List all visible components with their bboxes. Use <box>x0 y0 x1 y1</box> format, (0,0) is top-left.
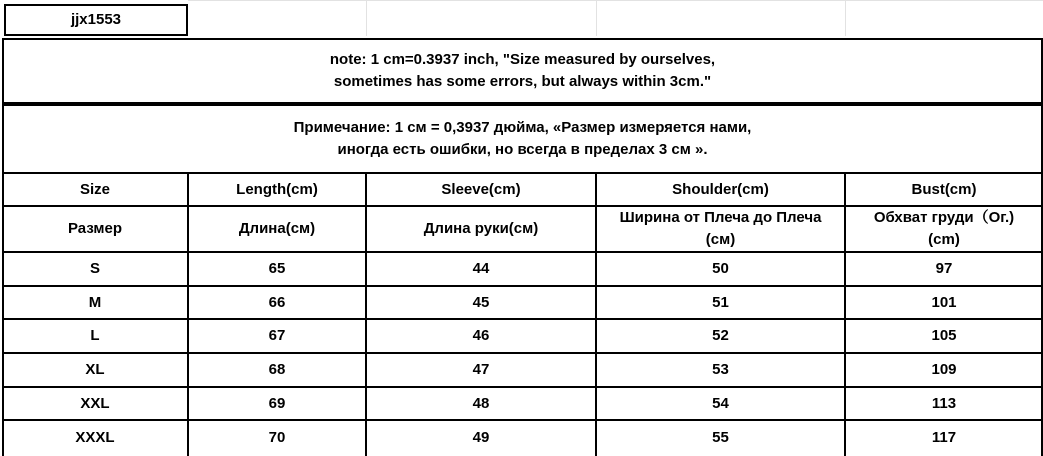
header-ru-size-text: Размер <box>67 220 123 237</box>
row-xxxl-size-text: XXXL <box>75 429 115 446</box>
note-english-cell[interactable] <box>2 38 1043 104</box>
row-l-sleeve-text: 46 <box>472 327 490 344</box>
column-divider <box>595 174 597 456</box>
row-divider <box>2 318 1043 320</box>
gridline <box>366 0 367 36</box>
row-xxxl-shoulder[interactable] <box>596 420 845 456</box>
row-xxl-size-text: XXL <box>80 394 110 412</box>
row-s-bust-text: 97 <box>935 260 953 277</box>
row-xl-bust[interactable] <box>845 353 1043 387</box>
row-m-length-text: 66 <box>268 293 286 311</box>
row-divider <box>2 251 1043 253</box>
header-ru-sleeve-text: Длина руки(см) <box>423 220 539 237</box>
row-l-size[interactable] <box>2 319 188 353</box>
row-xxl-shoulder[interactable] <box>596 387 845 420</box>
header-en-size-text: Size <box>79 181 110 198</box>
row-xl-bust-text: 109 <box>931 361 957 378</box>
row-m-shoulder[interactable] <box>596 286 845 319</box>
row-xxxl-length-text: 70 <box>268 429 286 446</box>
row-l-sleeve[interactable] <box>366 319 596 353</box>
header-en-length-text: Length(cm) <box>236 181 318 198</box>
column-divider <box>844 174 846 456</box>
row-divider <box>2 205 1043 207</box>
row-l-shoulder-text: 52 <box>712 327 729 344</box>
row-m-sleeve-text: 45 <box>472 293 490 311</box>
row-s-shoulder[interactable] <box>596 252 845 286</box>
row-divider <box>2 352 1043 354</box>
row-xl-sleeve-text: 47 <box>472 361 490 378</box>
row-s-shoulder-text: 50 <box>712 260 729 277</box>
row-l-length[interactable] <box>188 319 366 353</box>
row-l-size-text: L <box>90 327 100 344</box>
note-english-text: note: 1 cm=0.3937 inch, "Size measured by ourselves, sometimes has some errors, but always within 3cm." <box>329 51 716 90</box>
row-xl-length[interactable] <box>188 353 366 387</box>
header-en-shoulder[interactable] <box>596 174 845 206</box>
sku-cell[interactable] <box>4 4 188 36</box>
row-l-length-text: 67 <box>268 327 286 344</box>
row-xxxl-sleeve-text: 49 <box>472 429 490 446</box>
header-ru-length[interactable] <box>188 206 366 252</box>
note-russian-text: Примечание: 1 см = 0,3937 дюйма, «Размер измеряется нами, иногда есть ошибки, но всегда в пределах 3 см ». <box>293 119 752 158</box>
row-m-size[interactable] <box>2 286 188 319</box>
row-xl-size-text: XL <box>85 361 105 378</box>
row-xxl-size[interactable] <box>2 387 188 420</box>
row-xl-shoulder-text: 53 <box>712 361 729 378</box>
header-ru-shoulder-text: Ширина от Плеча до Плеча (см) <box>619 209 822 248</box>
header-en-sleeve-text: Sleeve(cm) <box>441 181 521 198</box>
row-l-bust-text: 105 <box>931 327 957 344</box>
row-m-sleeve[interactable] <box>366 286 596 319</box>
row-xxl-sleeve-text: 48 <box>472 394 490 412</box>
header-ru-bust[interactable] <box>845 206 1043 252</box>
row-m-bust[interactable] <box>845 286 1043 319</box>
row-divider <box>2 419 1043 421</box>
header-en-size[interactable] <box>2 174 188 206</box>
column-divider <box>365 174 367 456</box>
row-s-length-text: 65 <box>268 260 286 277</box>
row-s-sleeve[interactable] <box>366 252 596 286</box>
note-russian-cell[interactable] <box>2 104 1043 174</box>
sku-text: jjx1553 <box>70 11 122 28</box>
row-xxl-length[interactable] <box>188 387 366 420</box>
row-l-shoulder[interactable] <box>596 319 845 353</box>
row-s-length[interactable] <box>188 252 366 286</box>
row-divider <box>2 386 1043 388</box>
row-divider <box>2 285 1043 287</box>
row-m-shoulder-text: 51 <box>712 293 729 311</box>
row-xxxl-bust-text: 117 <box>931 429 957 446</box>
header-en-length[interactable] <box>188 174 366 206</box>
row-xl-length-text: 68 <box>268 361 286 378</box>
header-ru-shoulder[interactable] <box>596 206 845 252</box>
row-s-size[interactable] <box>2 252 188 286</box>
header-ru-size[interactable] <box>2 206 188 252</box>
header-ru-sleeve[interactable] <box>366 206 596 252</box>
header-en-shoulder-text: Shoulder(cm) <box>672 181 769 198</box>
gridline <box>845 0 846 36</box>
row-xxl-bust-text: 113 <box>931 394 957 412</box>
row-xxxl-shoulder-text: 55 <box>712 429 729 446</box>
header-ru-length-text: Длина(см) <box>238 220 316 237</box>
row-xxl-bust[interactable] <box>845 387 1043 420</box>
row-xxl-sleeve[interactable] <box>366 387 596 420</box>
gridline <box>596 0 597 36</box>
header-ru-bust-text: Обхват груди（Ог.) (cm) <box>873 209 1015 248</box>
header-en-bust[interactable] <box>845 174 1043 206</box>
row-l-bust[interactable] <box>845 319 1043 353</box>
row-m-length[interactable] <box>188 286 366 319</box>
row-xxxl-size[interactable] <box>2 420 188 456</box>
row-m-bust-text: 101 <box>931 293 957 311</box>
row-xl-shoulder[interactable] <box>596 353 845 387</box>
row-xl-sleeve[interactable] <box>366 353 596 387</box>
row-xl-size[interactable] <box>2 353 188 387</box>
row-m-size-text: M <box>88 293 102 311</box>
row-xxxl-bust[interactable] <box>845 420 1043 456</box>
gridline <box>188 0 1043 1</box>
row-xxl-length-text: 69 <box>268 394 286 412</box>
header-en-sleeve[interactable] <box>366 174 596 206</box>
row-s-size-text: S <box>89 260 100 277</box>
row-s-sleeve-text: 44 <box>472 260 490 277</box>
row-xxl-shoulder-text: 54 <box>712 394 729 412</box>
column-divider <box>187 174 189 456</box>
header-en-bust-text: Bust(cm) <box>911 181 977 198</box>
row-s-bust[interactable] <box>845 252 1043 286</box>
row-xxxl-length[interactable] <box>188 420 366 456</box>
row-xxxl-sleeve[interactable] <box>366 420 596 456</box>
